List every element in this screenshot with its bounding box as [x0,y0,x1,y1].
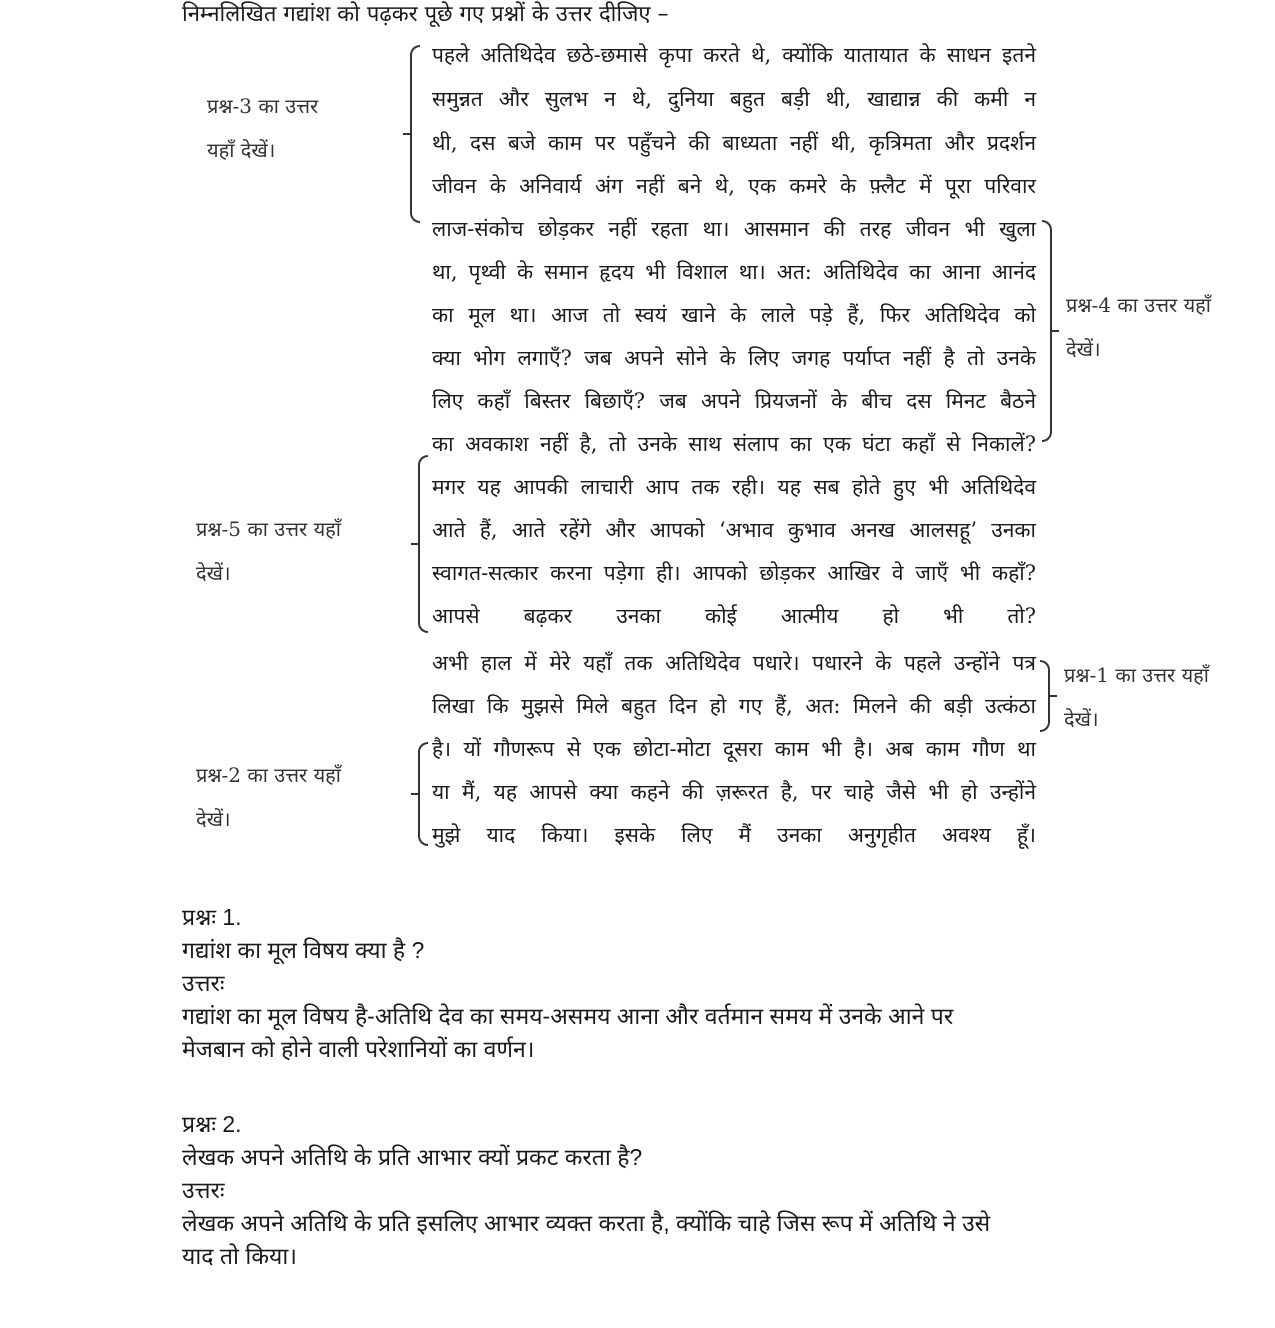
margin-note-q3 [207,84,318,172]
brace-q1 [1040,660,1050,732]
answer-line: गद्यांश का मूल विषय है-अतिथि देव का समय-असमय आना और वर्तमान समय में उनके आने पर [182,1003,954,1029]
passage-line: स्वागत-सत्कार करना पड़ेगा ही। आपको छोड़कर आखिर वे जाएँ भी कहाँ? [432,561,1036,585]
brace-q4 [1042,220,1052,442]
margin-note-q5 [196,507,341,595]
passage-line: समुन्नत और सुलभ न थे, दुनिया बहुत बड़ी थी, खाद्यान्न की कमी न [432,87,1036,111]
note-line: प्रश्न-5 का उत्तर यहाँ [196,517,341,541]
passage-line: या मैं, यह आपसे क्या कहने की ज़रूरत है, पर चाहे जैसे भी हो उन्होंने [432,780,1036,804]
passage-line: आते हैं, आते रहेंगे और आपको ‘अभाव कुभाव अनख आलसहू’ उनका [432,518,1036,542]
passage-line: आपसे बढ़कर उनका कोई आत्मीय हो भी तो? [432,604,1036,628]
passage-line: क्या भोग लगाएँ? जब अपने सोने के लिए जगह पर्याप्त नहीं है तो उनके [432,346,1036,370]
question-text: गद्यांश का मूल विषय क्या है ? [182,937,425,963]
margin-note-q2 [196,753,341,841]
qa-block-2 [182,1108,990,1273]
note-line: देखें। [196,807,231,831]
passage-line: है। यों गौणरूप से एक छोटा-मोटा दूसरा काम भी है। अब काम गौण था [432,737,1036,761]
passage-line: मगर यह आपकी लाचारी आप तक रही। यह सब होते हुए भी अतिथिदेव [432,475,1036,499]
passage-line: पहले अतिथिदेव छठे-छमासे कृपा करते थे, क्योंकि यातायात के साधन इतने [432,43,1036,67]
passage-line: मुझे याद किया। इसके लिए मैं उनका अनुगृहीत अवश्य हूँ। [432,823,1036,847]
passage-line: थी, दस बजे काम पर पहुँचने की बाध्यता नहीं थी, कृत्रिमता और प्रदर्शन [432,131,1036,155]
instruction-text: निम्नलिखित गद्यांश को पढ़कर पूछे गए प्रश्नों के उत्तर दीजिए – [182,2,669,27]
note-line: प्रश्न-3 का उत्तर [207,94,319,118]
brace-q5 [418,455,428,633]
passage-line: लिए कहाँ बिस्तर बिछाएँ? जब अपने प्रियजनों के बीच दस मिनट बैठने [432,389,1036,413]
question-label: प्रश्नः 2. [182,1111,242,1137]
note-line: देखें। [1066,337,1101,361]
answer-label: उत्तरः [182,970,225,996]
passage-line: अभी हाल में मेरे यहाँ तक अतिथिदेव पधारे। पधारने के पहले उन्होंने पत्र [432,651,1036,675]
passage-line: का मूल था। आज तो स्वयं खाने के लाले पड़े हैं, फिर अतिथिदेव को [432,303,1036,327]
passage-line: जीवन के अनिवार्य अंग नहीं बने थे, एक कमरे के फ़्लैट में पूरा परिवार [432,174,1036,198]
qa-block-1 [182,901,953,1066]
answer-line: याद तो किया। [182,1243,297,1269]
question-text: लेखक अपने अतिथि के प्रति आभार क्यों प्रकट करता है? [182,1144,643,1170]
note-line: प्रश्न-1 का उत्तर यहाँ [1064,663,1209,687]
answer-line: मेजबान को होने वाली परेशानियों का वर्णन। [182,1036,535,1062]
margin-note-q1 [1064,653,1209,741]
answer-label: उत्तरः [182,1177,225,1203]
passage-line: लाज-संकोच छोड़कर नहीं रहता था। आसमान की तरह जीवन भी खुला [432,217,1036,241]
margin-note-q4 [1066,283,1211,371]
passage-line: लिखा कि मुझसे मिले बहुत दिन हो गए हैं, अत: मिलने की बड़ी उत्कंठा [432,694,1036,718]
note-line: प्रश्न-4 का उत्तर यहाँ [1066,293,1211,317]
note-line: देखें। [1064,707,1099,731]
question-label: प्रश्नः 1. [182,904,242,930]
brace-q2 [418,742,428,846]
passage-line: था, पृथ्वी के समान हृदय भी विशाल था। अत: अतिथिदेव का आना आनंद [432,260,1036,284]
note-line: प्रश्न-2 का उत्तर यहाँ [196,763,341,787]
passage-line: का अवकाश नहीं है, तो उनके साथ संलाप का एक घंटा कहाँ से निकालें? [432,432,1036,456]
answer-line: लेखक अपने अतिथि के प्रति इसलिए आभार व्यक्त करता है, क्योंकि चाहे जिस रूप में अतिथि ने उसे [182,1210,991,1236]
note-line: देखें। [196,561,231,585]
note-line: यहाँ देखें। [207,138,276,162]
brace-q3 [410,45,420,223]
